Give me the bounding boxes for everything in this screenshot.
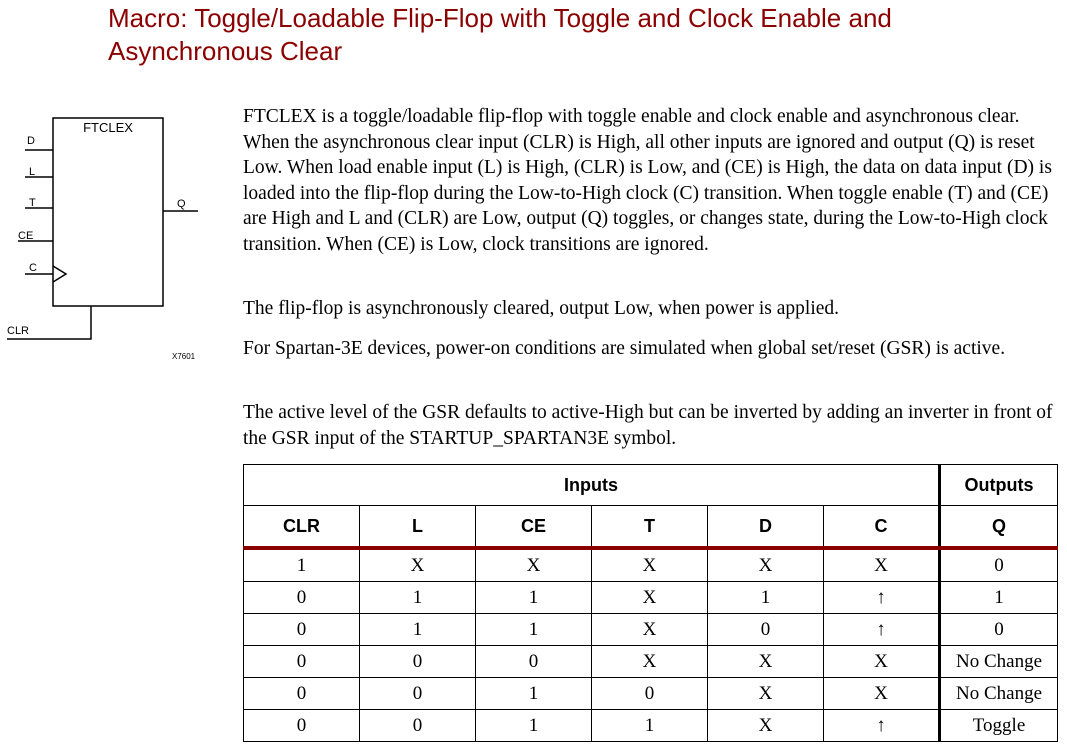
column-header: D (708, 506, 824, 549)
table-cell: X (708, 710, 824, 742)
ftclex-symbol-diagram (0, 112, 215, 372)
table-cell: ↑ (824, 614, 940, 646)
pin-label-t: T (29, 197, 36, 209)
table-cell: X (592, 548, 708, 582)
table-cell: 1 (476, 614, 592, 646)
table-cell: 0 (476, 646, 592, 678)
column-header: CLR (244, 506, 360, 549)
block-name-label: FTCLEX (83, 120, 133, 135)
flip-flop-block (53, 118, 163, 306)
truth-table (243, 464, 1058, 742)
pin-label-d: D (27, 135, 35, 147)
description-paragraph: FTCLEX is a toggle/loadable flip-flop with toggle enable and clock enable and asynchronous clear. When the asynchronous clear input (CLR) is High, all other inputs are ignored and output (Q) is reset Low. When load enable input (L) is High, (CLR) is Low, and (CE) is High, the data on data input (D) is loaded into the flip-flop during the Low-to-High clock (C) transition. When toggle enable (T) and (CE) are High and L and (CLR) are Low, output (Q) toggles, or changes state, during the Low-to-High clock transition. When (CE) is Low, clock transitions are ignored. (243, 106, 1052, 255)
column-header: Q (940, 506, 1058, 549)
table-cell: X (476, 548, 592, 582)
pin-label-clr: CLR (7, 325, 30, 337)
table-row (244, 710, 1058, 742)
table-cell: 1 (592, 710, 708, 742)
table-cell: ↑ (824, 582, 940, 614)
table-cell: 0 (592, 678, 708, 710)
table-cell: X (824, 646, 940, 678)
power-on-paragraph: The flip-flop is asynchronously cleared, output Low, when power is applied. (243, 298, 840, 319)
table-cell: 1 (708, 582, 824, 614)
table-cell: 0 (940, 614, 1058, 646)
table-row (244, 582, 1058, 614)
table-cell: No Change (940, 678, 1058, 710)
pin-label-l: L (29, 166, 36, 178)
table-cell: 1 (476, 678, 592, 710)
table-cell: ↑ (824, 710, 940, 742)
pin-label-ce: CE (18, 230, 34, 242)
table-cell: 1 (244, 548, 360, 582)
pin-label-q: Q (177, 198, 186, 210)
table-cell: 1 (940, 582, 1058, 614)
column-header: CE (476, 506, 592, 549)
table-cell: 0 (244, 582, 360, 614)
table-cell: 0 (360, 646, 476, 678)
table-row (244, 548, 1058, 582)
table-cell: X (592, 614, 708, 646)
table-cell: 1 (476, 710, 592, 742)
table-cell: 0 (244, 710, 360, 742)
table-cell: 1 (476, 582, 592, 614)
pin-label-c: C (29, 262, 37, 274)
table-row (244, 614, 1058, 646)
table-cell: X (824, 548, 940, 582)
outputs-group-header: Outputs (940, 465, 1058, 506)
column-header: L (360, 506, 476, 549)
table-cell: X (592, 582, 708, 614)
inputs-group-header: Inputs (244, 465, 940, 506)
figure-id: X7601 (172, 352, 196, 361)
table-cell: 0 (244, 646, 360, 678)
table-cell: No Change (940, 646, 1058, 678)
table-cell: 0 (708, 614, 824, 646)
column-header: T (592, 506, 708, 549)
table-row (244, 678, 1058, 710)
spartan-paragraph: For Spartan-3E devices, power-on conditions are simulated when global set/reset (GSR) is active. (243, 338, 1006, 359)
table-cell: X (708, 678, 824, 710)
page-title: Macro: Toggle/Loadable Flip-Flop with Toggle and Clock Enable and Asynchronous Clear (108, 3, 892, 66)
table-cell: X (824, 678, 940, 710)
table-cell: X (360, 548, 476, 582)
table-cell: Toggle (940, 710, 1058, 742)
table-cell: X (592, 646, 708, 678)
table-cell: 1 (360, 614, 476, 646)
table-cell: 1 (360, 582, 476, 614)
table-cell: 0 (244, 678, 360, 710)
table-cell: 0 (360, 678, 476, 710)
table-cell: X (708, 548, 824, 582)
table-cell: 0 (360, 710, 476, 742)
column-header: C (824, 506, 940, 549)
table-cell: 0 (244, 614, 360, 646)
table-cell: X (708, 646, 824, 678)
gsr-paragraph: The active level of the GSR defaults to active-High but can be inverted by adding an inverter in front of the GSR input of the STARTUP_SPARTAN3E symbol. (243, 402, 1053, 449)
table-row (244, 646, 1058, 678)
table-cell: 0 (940, 548, 1058, 582)
